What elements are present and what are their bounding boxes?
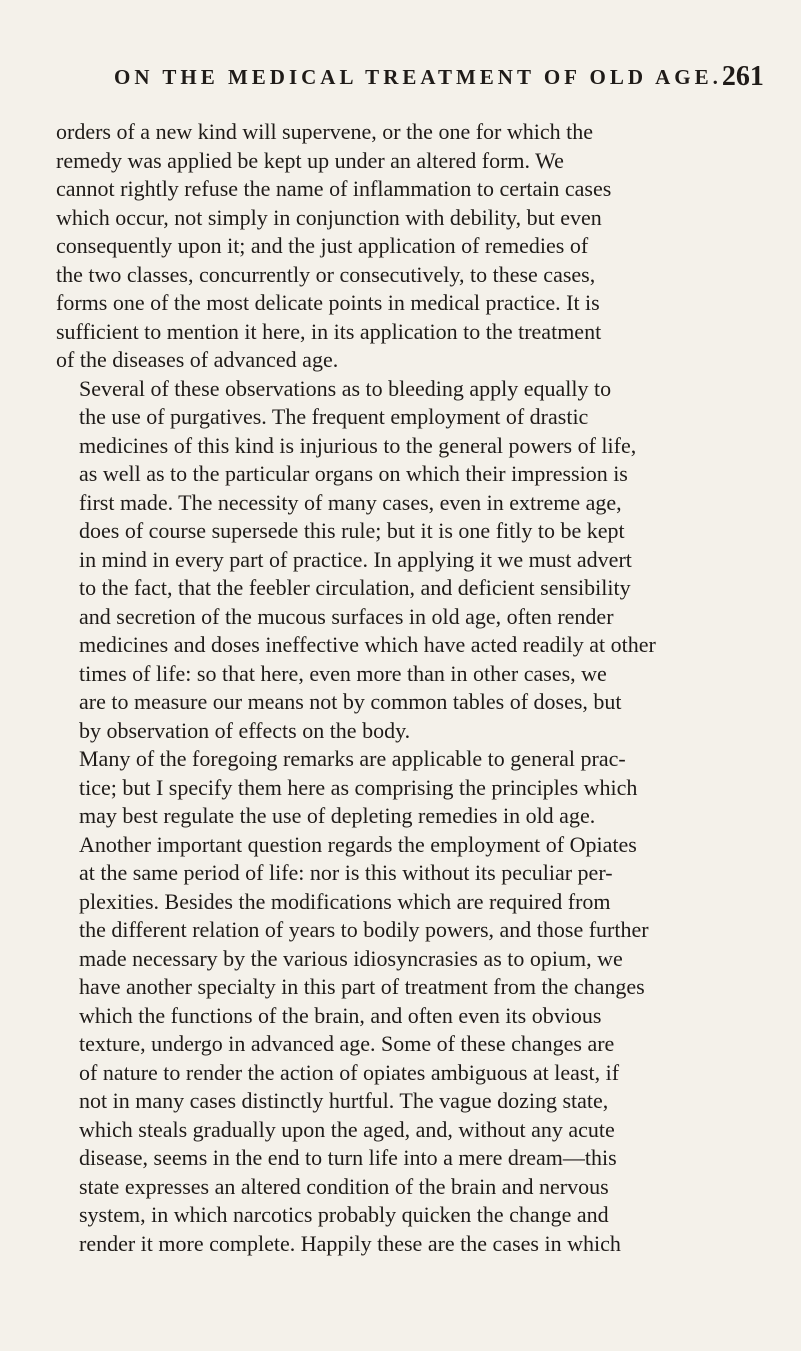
paragraph-line: are to measure our means not by common tables of doses, but (79, 689, 622, 714)
paragraph-line: first made. The necessity of many cases, even in extreme age, (79, 489, 622, 515)
paragraph-line: which steals gradually upon the aged, and, without any acute (79, 1116, 615, 1142)
paragraph-line: sufficient to mention it here, in its application to the treatment (56, 318, 602, 344)
paragraph-1 (56, 118, 756, 375)
main-text (56, 118, 756, 1258)
paragraph-line: in mind in every part of practice. In applying it we must advert (79, 546, 632, 572)
paragraph-line: not in many cases distinctly hurtful. The vague dozing state, (79, 1088, 609, 1113)
paragraph-line: state expresses an altered condition of the brain and nervous (79, 1173, 609, 1199)
paragraph-2 (56, 375, 756, 746)
paragraph-line: the different relation of years to bodily powers, and those further (79, 917, 649, 942)
paragraph-line: have another specialty in this part of treatment from the changes (79, 974, 645, 999)
page-number: 261 (721, 61, 764, 92)
paragraph-line: as well as to the particular organs on which their impression is (79, 461, 628, 486)
paragraph-line: does of course supersede this rule; but it is one fitly to be kept (79, 518, 625, 543)
paragraph-line: forms one of the most delicate points in medical practice. It is (56, 290, 600, 315)
paragraph-line: medicines and doses ineffective which have acted readily at other (79, 632, 656, 657)
paragraph-line: tice; but I specify them here as comprising the principles which (79, 774, 638, 800)
running-header (114, 59, 764, 95)
paragraph-line: which the functions of the brain, and often even its obvious (79, 1002, 602, 1028)
paragraph-line: consequently upon it; and the just application of remedies of (56, 233, 589, 258)
paragraph-line: Several of these observations as to bleeding apply equally to (79, 375, 612, 401)
paragraph-line: of nature to render the action of opiates ambiguous at least, if (79, 1059, 620, 1085)
paragraph-line: may best regulate the use of depleting remedies in old age. (79, 803, 596, 828)
paragraph-line: disease, seems in the end to turn life into a mere dream—this (79, 1145, 617, 1170)
paragraph-line: render it more complete. Happily these are the cases in which (79, 1230, 621, 1256)
paragraph-line: texture, undergo in advanced age. Some of these changes are (79, 1031, 615, 1056)
paragraph-line: of the diseases of advanced age. (56, 347, 339, 372)
paragraph-line: system, in which narcotics probably quicken the change and (79, 1202, 609, 1227)
paragraph-line: the use of purgatives. The frequent employment of drastic (79, 404, 589, 429)
paragraph-line: and secretion of the mucous surfaces in old age, often render (79, 603, 614, 629)
paragraph-line: at the same period of life: nor is this without its peculiar per- (79, 860, 613, 885)
paragraph-line: orders of a new kind will supervene, or the one for which the (56, 119, 594, 144)
paragraph-line: Another important question regards the employment of Opiates (79, 831, 637, 857)
paragraph-line: cannot rightly refuse the name of inflammation to certain cases (56, 176, 612, 201)
paragraph-line: plexities. Besides the modifications which are required from (79, 888, 611, 914)
paragraph-line: Many of the foregoing remarks are applicable to general prac- (79, 746, 626, 771)
paragraph-line: times of life: so that here, even more than in other cases, we (79, 660, 607, 686)
paragraph-line: to the fact, that the feebler circulation, and deficient sensibility (79, 575, 631, 600)
paragraph-line: medicines of this kind is injurious to the general powers of life, (79, 432, 637, 458)
paragraph-line: the two classes, concurrently or consecutively, to these cases, (56, 261, 596, 287)
paragraph-3 (56, 745, 756, 1258)
paragraph-line: by observation of effects on the body. (79, 717, 411, 743)
paragraph-line: which occur, not simply in conjunction with debility, but even (56, 204, 602, 230)
paragraph-line: made necessary by the various idiosyncrasies as to opium, we (79, 945, 623, 971)
running-title: ON THE MEDICAL TREATMENT OF OLD AGE. (114, 64, 722, 89)
paragraph-line: remedy was applied be kept up under an altered form. We (56, 147, 564, 173)
